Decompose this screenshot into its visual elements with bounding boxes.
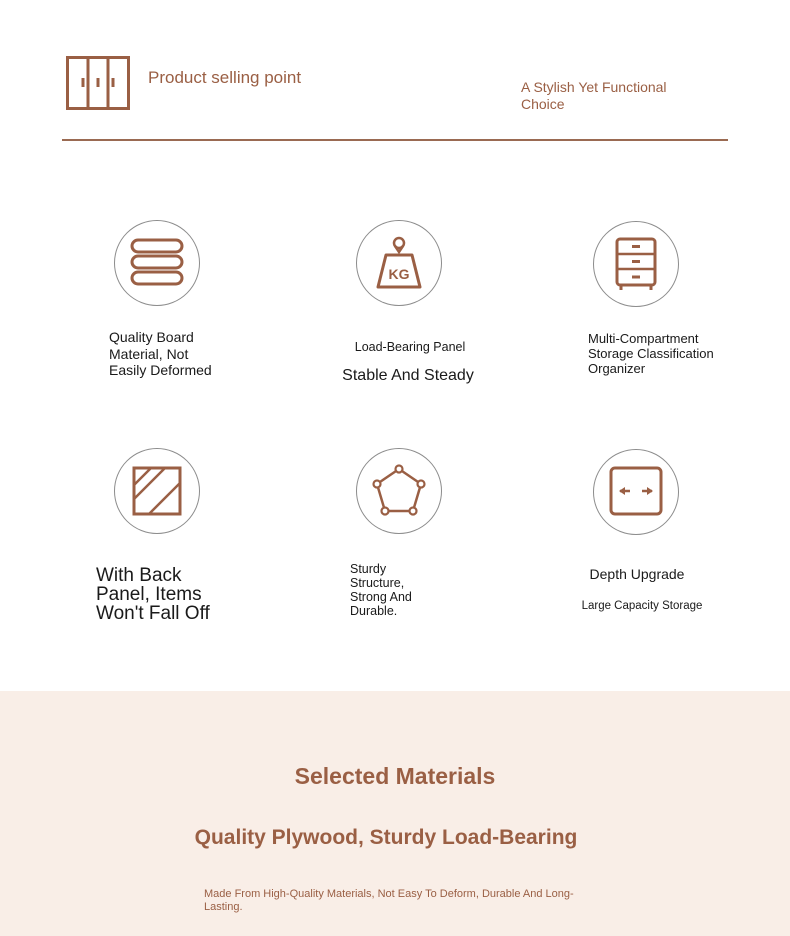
- feature-6-label: Depth Upgrade: [589, 566, 685, 582]
- feature-3-label: Multi-Compartment Storage Classification Organizer: [588, 331, 714, 376]
- back-panel-icon: [129, 463, 185, 519]
- materials-description: Made From High-Quality Materials, Not Easy To Deform, Durable And Long-Lasting.: [204, 888, 574, 913]
- feature-1-badge: [114, 220, 200, 306]
- stacked-boards-icon: [129, 235, 185, 291]
- feature-4-label: With Back Panel, Items Won't Fall Off: [96, 565, 210, 624]
- feature-2-badge: [356, 220, 442, 306]
- header-divider: [62, 139, 728, 141]
- feature-5-label: Sturdy Structure, Strong And Durable.: [350, 562, 412, 618]
- svg-text:KG: KG: [388, 266, 410, 282]
- page-subtitle: A Stylish Yet Functional Choice: [521, 79, 667, 112]
- page-title: Product selling point: [148, 68, 302, 87]
- feature-2-sublabel: Stable And Steady: [342, 367, 474, 384]
- feature-4-badge: [114, 448, 200, 534]
- feature-3-badge: [593, 221, 679, 307]
- kg-weight-icon: [371, 235, 427, 291]
- feature-6-sublabel: Large Capacity Storage: [581, 600, 703, 612]
- feature-1-label: Quality Board Material, Not Easily Deformed: [109, 329, 212, 378]
- depth-arrows-icon: [608, 464, 664, 520]
- drawer-cabinet-icon: [608, 236, 664, 292]
- pentagon-structure-icon: [371, 463, 427, 519]
- feature-5-badge: [356, 448, 442, 534]
- wardrobe-icon: [66, 56, 130, 110]
- feature-6-badge: [593, 449, 679, 535]
- materials-title: Selected Materials: [294, 763, 496, 789]
- materials-subtitle: Quality Plywood, Sturdy Load-Bearing: [194, 826, 578, 849]
- feature-2-label: Load-Bearing Panel: [354, 340, 466, 354]
